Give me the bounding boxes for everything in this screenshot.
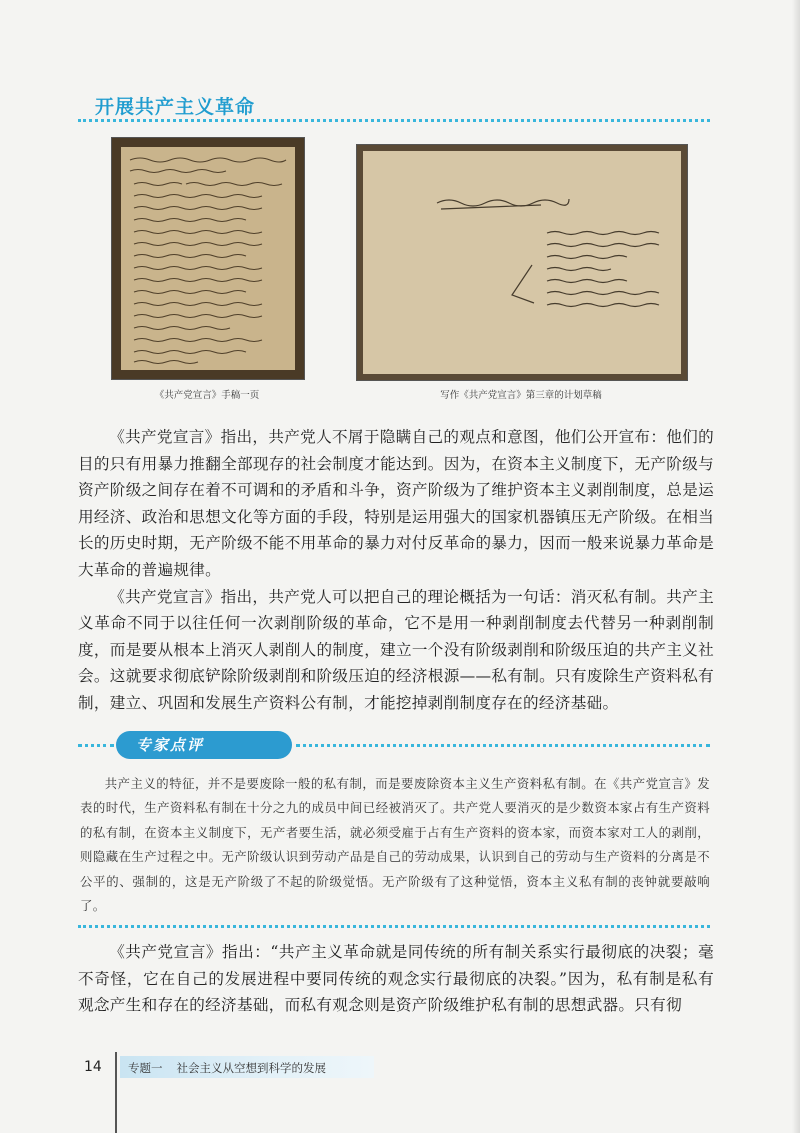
manuscript-page-image xyxy=(111,137,305,380)
section-title: 开展共产主义革命 xyxy=(95,96,256,118)
manuscript-caption: 《共产党宣言》手稿一页 xyxy=(154,390,260,401)
page-edge-shadow xyxy=(792,0,800,1133)
expert-comment-text: 共产主义的特征，并不是要废除一般的私有制，而是要废除资本主义生产资料私有制。在《共产党宣言》发表的时代，生产资料私有制在十分之九的成员中间已经被消灭了。共产党人要消灭的是少数资本家占有生产资料的私有制，在资本主义制度下，无产者要生活，就必须受雇于占有生产资料的资本家，而资本家对工人的剥削，则隐藏在生产过程之中。无产阶级认识到劳动产品是自己的劳动成果，认识到自己的劳动与生产资料的分离是不公平的、强制的，这是无产阶级了不起的阶级觉悟。无产阶级有了这种觉悟，资本主义私有制的丧钟就要敲响了。 xyxy=(80,776,710,914)
title-dotted-rule xyxy=(78,119,710,122)
expert-comment-label: 专家点评 xyxy=(116,731,292,759)
footer-unit: 专题一 xyxy=(128,1061,163,1075)
page-number: 14 xyxy=(84,1059,102,1075)
draft-plan-image xyxy=(356,144,688,381)
main-body-text xyxy=(78,424,714,717)
body-paragraph: 《共产党宣言》指出，共产党人不屑于隐瞒自己的观点和意图，他们公开宣布：他们的目的只有用暴力推翻全部现存的社会制度才能达到。因为，在资本主义制度下，无产阶级与资产阶级之间存在着不可调和的矛盾和斗争，资产阶级为了维护资本主义剥削制度，总是运用经济、政治和思想文化等方面的手段，特别是运用强大的国家机器镇压无产阶级。在相当长的历史时期，无产阶级不能不用革命的暴力对付反革命的暴力，因而一般来说暴力革命是大革命的普遍规律。 xyxy=(78,428,714,579)
footer-chapter xyxy=(128,1060,340,1076)
footer-title: 社会主义从空想到科学的发展 xyxy=(176,1061,326,1075)
draft-plan-caption: 写作《共产党宣言》第三章的计划草稿 xyxy=(440,390,602,401)
footer-divider xyxy=(115,1052,117,1133)
expert-bottom-rule xyxy=(78,925,710,928)
expert-comment-header xyxy=(78,731,710,761)
body-paragraph: 《共产党宣言》指出，共产党人可以把自己的理论概括为一句话：消灭私有制。共产主义革命不同于以往任何一次剥削阶级的革命，它不是用一种剥削制度去代替另一种剥削制度，而是要从根本上消灭人剥削人的制度，建立一个没有阶级剥削和阶级压迫的共产主义社会。这就要求彻底铲除阶级剥削和阶级压迫的经济根源——私有制。只有废除生产资料私有制，建立、巩固和发展生产资料公有制，才能挖掉剥削制度存在的经济基础。 xyxy=(78,587,714,712)
continuation-text: 《共产党宣言》指出：“共产主义革命就是同传统的所有制关系实行最彻底的决裂；毫不奇怪，它在自己的发展进程中要同传统的观念实行最彻底的决裂。”因为，私有制是私有观念产生和存在的经济基础，而私有观念则是资产阶级维护私有制的思想武器。只有彻 xyxy=(78,943,714,1015)
